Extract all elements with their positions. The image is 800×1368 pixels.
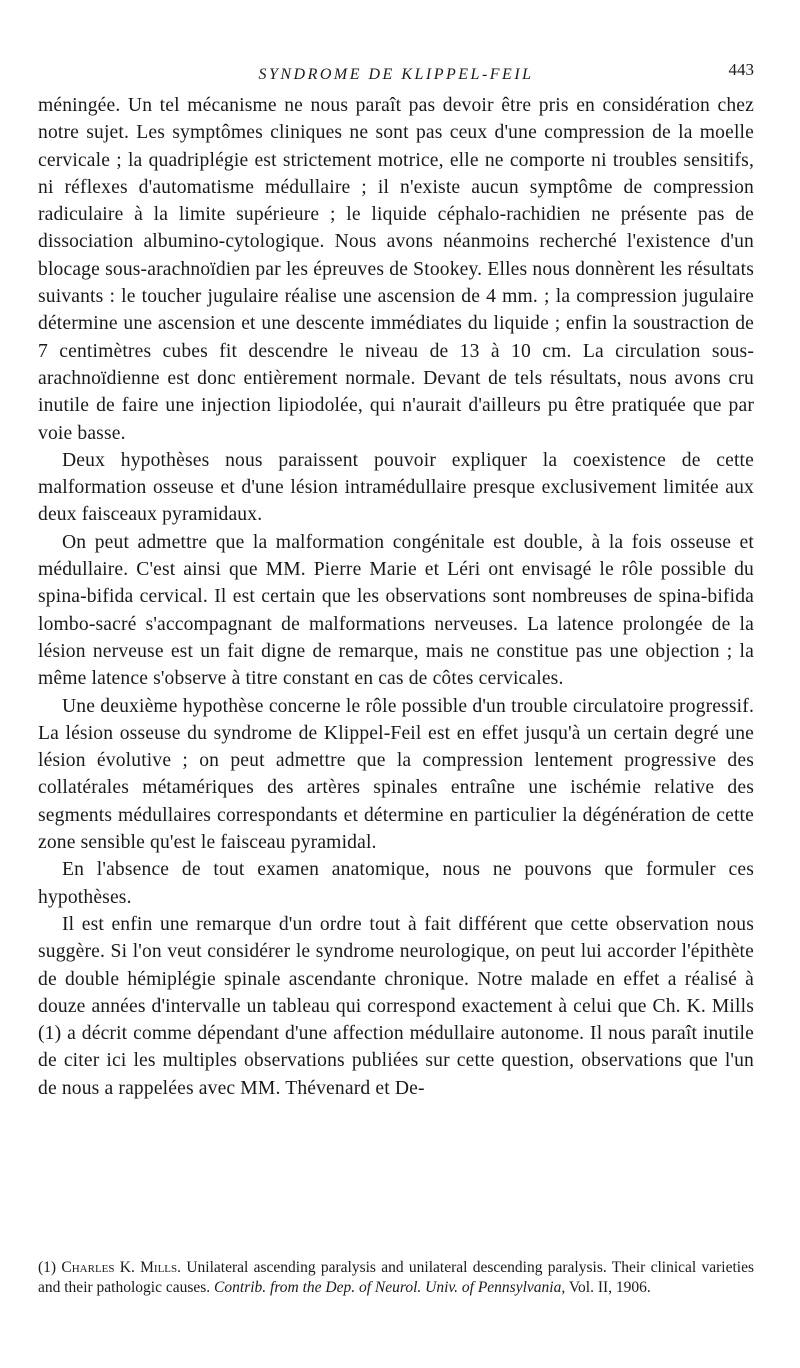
page bbox=[38, 52, 754, 1102]
footnote-journal: Contrib. from the Dep. of Neurol. Univ. of Pennsylvania, bbox=[214, 1279, 566, 1296]
page-number: 443 bbox=[728, 60, 754, 79]
footnote bbox=[38, 1258, 754, 1298]
footnote-authors: Charles K. Mills. bbox=[61, 1259, 182, 1276]
page-header bbox=[38, 52, 754, 92]
footnote-text: Unilateral ascending paralysis and unilateral descending paralysis. Their clinical varieties and their pathologic causes. bbox=[38, 1259, 754, 1296]
paragraph-5: En l'absence de tout examen anatomique, nous ne pouvons que formuler ces hypothèses. bbox=[38, 859, 754, 908]
paragraph-4: Une deuxième hypothèse concerne le rôle possible d'un trouble circulatoire progressif. La lésion osseuse du syndrome de Klippel-Feil est en effet jusqu'à un certain degré une lésion évolutive ; on peut admettre que la compression lentement progressive des collatérales métamériques des artères spinales entraîne une ischémie relative des segments médullaires correspondants et détermine en particulier la dégénération de cette zone sensible qu'est le faisceau pyramidal. bbox=[38, 695, 754, 854]
paragraph-1: méningée. Un tel mécanisme ne nous paraît pas devoir être pris en considération chez notre sujet. Les symptômes cliniques ne sont pas ceux d'une compression de la moelle cervicale ; la quadriplégie est strictement motrice, elle ne comporte ni troubles sensitifs, ni réflexes d'automatisme médullaire ; il n'existe aucun symptôme de compression radiculaire à la limite supérieure ; le liquide céphalo-rachidien ne présente pas de dissociation albumino-cytologique. Nous avons néanmoins recherché l'existence d'un blocage sous-arachnoïdien par les épreuves de Stookey. Elles nous donnèrent les résultats suivants : le toucher jugulaire réalise une ascension de 4 mm. ; la compression jugulaire détermine une ascension et une descente immédiates du liquide ; enfin la soustraction de 7 centimètres cubes fit descendre le niveau de 13 à 10 cm. La circulation sous-arachnoïdienne est donc entièrement normale. Devant de tels résultats, nous avons cru inutile de faire une injection lipiodolée, qui n'aurait d'ailleurs pu être pratiquée que par voie basse. bbox=[38, 95, 754, 444]
paragraph-2: Deux hypothèses nous paraissent pouvoir expliquer la coexistence de cette malformation osseuse et d'une lésion intramédullaire presque exclusivement limitée aux deux faisceaux pyramidaux. bbox=[38, 449, 754, 526]
footnote-volume: Vol. II, 1906. bbox=[568, 1279, 651, 1296]
footnote-marker: (1) bbox=[38, 1259, 57, 1276]
paragraph-6: Il est enfin une remarque d'un ordre tout à fait différent que cette observation nous suggère. Si l'on veut considérer le syndrome neurologique, on peut lui accorder l'épithète de double hémiplégie spinale ascendante chronique. Notre malade en effet a réalisé à douze années d'intervalle un tableau qui correspond exactement à celui que Ch. K. Mills (1) a décrit comme dépendant d'une affection médullaire autonome. Il nous paraît inutile de citer ici les multiples observations publiées sur cette question, observations que l'un de nous a rappelées avec MM. Thévenard et De- bbox=[38, 913, 754, 1099]
running-title: SYNDROME DE KLIPPEL-FEIL bbox=[258, 66, 534, 83]
paragraph-3: On peut admettre que la malformation congénitale est double, à la fois osseuse et médullaire. C'est ainsi que MM. Pierre Marie et Léri ont envisagé le rôle possible du spina-bifida cervical. Il est certain que les observations sont nombreuses de spina-bifida lombo-sacré s'accompagnant de malformations nerveuses. La latence prolongée de la lésion nerveuse est un fait digne de remarque, mais ne constitue pas une objection ; la même latence s'observe à titre constant en cas de côtes cervicales. bbox=[38, 531, 754, 690]
body-text bbox=[38, 92, 754, 1102]
